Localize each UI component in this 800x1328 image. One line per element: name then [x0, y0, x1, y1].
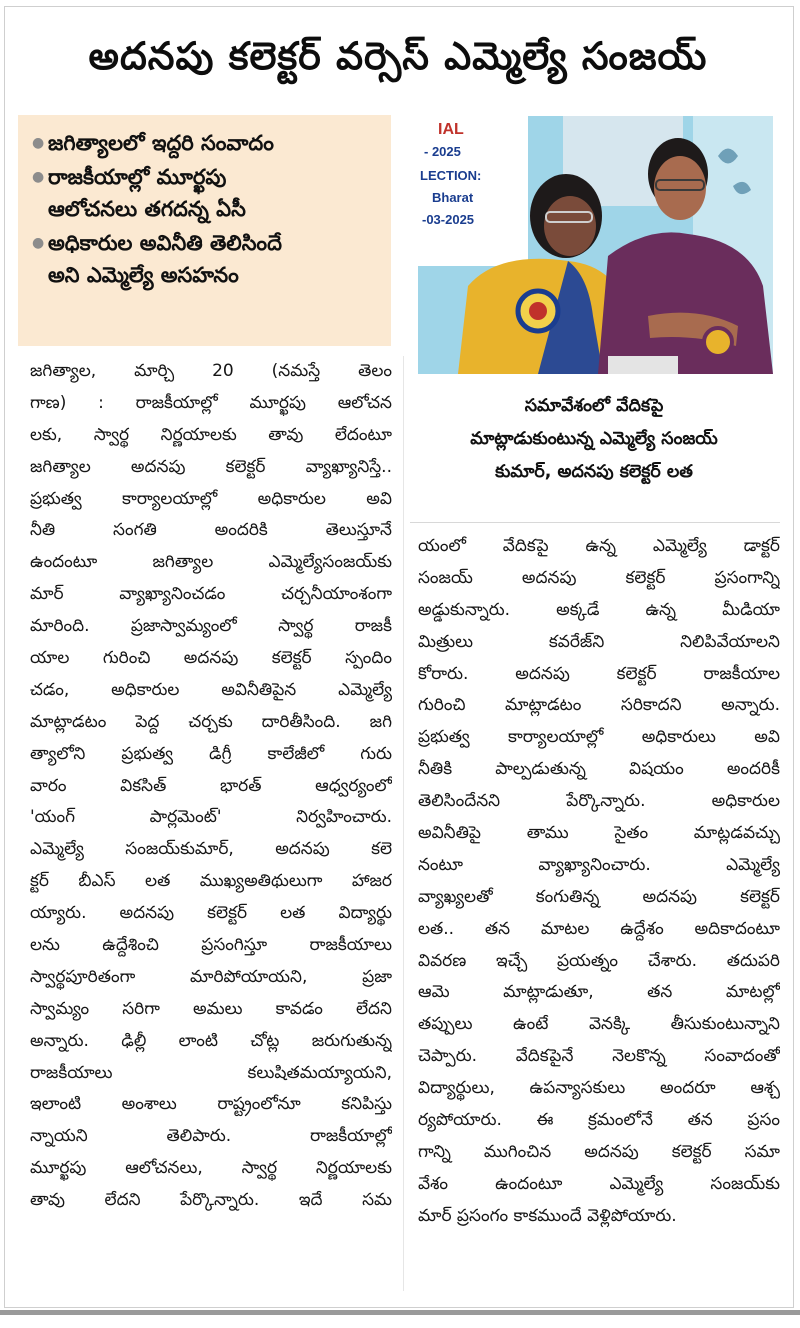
bullet-icon: ●	[32, 169, 45, 185]
article-line: లకు, స్వార్థ నిర్ణయాలకు తావు లేదంటూ	[30, 424, 392, 445]
article-line: వివరణ ఇచ్చే ప్రయత్నం చేశారు. తదుపరి	[418, 950, 780, 971]
article-line: వారం వికసిత్ భారత్ ఆధ్వర్యంలో	[30, 775, 392, 796]
article-line: జగిత్యాల, మార్చి 20 (నమస్తే తెలం	[30, 361, 392, 381]
highlights-box	[18, 115, 391, 346]
banner-text: Bharat	[432, 190, 474, 205]
article-line: అడ్డుకున్నారు. అక్కడే ఉన్న మీడియా	[418, 599, 780, 620]
article-line: ప్రభుత్వ కార్యాలయాల్లో అధికారుల అవి	[30, 488, 392, 509]
article-line: అవినీతిపై తాము సైతం మాట్లడవచ్చు	[418, 823, 780, 844]
article-line: గాణ) : రాజకీయాల్లో మూర్ఖపు ఆలోచన	[30, 392, 392, 413]
article-line: య్యారు. అదనపు కలెక్టర్ లత విద్యార్థు	[30, 903, 392, 924]
highlight-text: జగిత్యాలలో ఇద్దరి సంవాదం	[48, 131, 274, 155]
article-line: విద్యార్థులు, ఉపన్యాసకులు అందరూ ఆశ్చ	[418, 1078, 780, 1099]
photo-illustration	[418, 116, 773, 374]
bullet-icon: ●	[32, 135, 45, 151]
photo-caption	[408, 390, 780, 489]
article-line: తప్పులు ఉంటే వెనక్కి తీసుకుంటున్నాని	[418, 1014, 780, 1035]
article-line: చెప్పారు. వేదికపైనే నెలకొన్న సంవాదంతో	[418, 1046, 780, 1067]
caption-divider	[410, 522, 780, 523]
article-line: మూర్ఖపు ఆలోచనలు, స్వార్థ నిర్ణయాలకు	[30, 1158, 392, 1179]
article-line: ఉందంటూ జగిత్యాల ఎమ్మెల్యేసంజయ్‌కు	[30, 552, 392, 573]
highlight-text: అధికారుల అవినీతి తెలిసిందే అని ఎమ్మెల్యే అసహనం	[48, 231, 282, 287]
article-line: నీతికి పాల్పడుతున్న విషయం అందరికీ	[418, 759, 780, 780]
article-line: క్టర్ బీఎస్ లత ముఖ్యఅతిథులుగా హాజర	[30, 871, 392, 892]
article-line: నంటూ వ్యాఖ్యానించారు. ఎమ్మెల్యే	[418, 854, 780, 875]
article-line: నీతి సంగతి అందరికి తెలుస్తూనే	[30, 520, 392, 541]
article-line: యాల గురించి అదనపు కలెక్టర్ స్పందిం	[30, 648, 392, 669]
article-line: వ్యాఖ్యలతో కంగుతిన్న అదనపు కలెక్టర్	[418, 886, 780, 907]
article-line: త్యాలోని ప్రభుత్వ డిగ్రీ కాలేజీలో గురు	[30, 743, 392, 764]
caption-line: మాట్లాడుకుంటున్న ఎమ్మెల్యే సంజయ్	[470, 429, 718, 449]
highlight-item	[32, 161, 381, 225]
highlight-item	[32, 227, 381, 291]
article-line: మార్ ప్రసంగం కాకముందే వెళ్లిపోయారు.	[418, 1205, 677, 1226]
article-line: ర్యపోయారు. ఈ క్రమంలోనే తన ప్రసం	[418, 1110, 780, 1131]
caption-line: కుమార్, అదనపు కలెక్టర్ లత	[495, 462, 693, 482]
article-line: ఆమె మాట్లాడుతూ, తన మాటల్లో	[418, 982, 780, 1003]
article-line: కోరారు. అదనపు కలెక్టర్ రాజకీయాల	[418, 663, 780, 684]
column-divider	[403, 356, 404, 1291]
article-line: చడం, అధికారుల అవినీతిపైన ఎమ్మెల్యే	[30, 679, 392, 700]
highlight-item	[32, 127, 381, 159]
article-line: రాజకీయాలు కలుషితమయ్యాయని,	[30, 1062, 392, 1083]
article-line: స్వార్థపూరితంగా మారిపోయాయని, ప్రజా	[30, 966, 392, 987]
article-line: సంజయ్ అదనపు కలెక్టర్ ప్రసంగాన్ని	[418, 567, 780, 588]
article-line: జగిత్యాల అదనపు కలెక్టర్ వ్యాఖ్యానిస్తే..	[30, 456, 392, 477]
article-line: తావు లేదని పేర్కొన్నారు. ఇదే సమ	[30, 1190, 392, 1211]
article-left-column	[30, 356, 392, 1217]
article-line: గురించి మాట్లాడటం సరికాదని అన్నారు.	[418, 695, 780, 716]
article-line: మారింది. ప్రజాస్వామ్యంలో స్వార్థ రాజకీ	[30, 616, 392, 637]
headline: అదనపు కలెక్టర్ వర్సెస్ ఎమ్మెల్యే సంజయ్	[88, 34, 708, 78]
article-line: తెలిసిందేనని పేర్కొన్నారు. అధికారుల	[418, 791, 780, 812]
article-line: ఎమ్మెల్యే సంజయ్‌కుమార్, అదనపు కలె	[30, 839, 392, 860]
news-photo	[418, 116, 773, 374]
article-line: 'యంగ్ పార్లమెంట్' నిర్వహించారు.	[30, 807, 392, 828]
article-line: వేశం ఉందంటూ ఎమ్మెల్యే సంజయ్‌కు	[418, 1173, 780, 1194]
article-line: మిత్రులు కవరేజ్‌ని నిలిపివేయాలని	[418, 631, 780, 652]
article-line: యంలో వేదికపై ఉన్న ఎమ్మెల్యే డాక్టర్	[418, 536, 780, 556]
highlight-text: రాజకీయాల్లో మూర్ఖపు ఆలోచనలు తగదన్న ఏసీ	[48, 165, 246, 221]
article-line: స్వామ్యం సరిగా అమలు కావడం లేదని	[30, 998, 392, 1019]
article-line: ఇలాంటి అంశాలు రాష్ట్రంలోనూ కనిపిస్తు	[30, 1094, 392, 1115]
article-line: గాన్ని ముగించిన అదనపు కలెక్టర్ సమా	[418, 1141, 780, 1162]
footer-bar	[0, 1310, 800, 1315]
article-line: మాట్లాడటం పెద్ద చర్చకు దారితీసింది. జగి	[30, 711, 392, 732]
banner-text: - 2025	[424, 144, 461, 159]
banner-text: LECTION:	[420, 168, 482, 183]
article-line: ప్రభుత్వ కార్యాలయాల్లో అధికారులు అవి	[418, 727, 780, 748]
article-right-column	[418, 531, 780, 1233]
bullet-icon: ●	[32, 235, 45, 251]
caption-line: సమావేశంలో వేదికపై	[524, 396, 664, 416]
article-line: మార్ వ్యాఖ్యానించడం చర్చనీయాంశంగా	[30, 584, 392, 605]
article-line: అన్నారు. ఢిల్లీ లాంటి చోట్ల జరుగుతున్న	[30, 1030, 392, 1051]
article-line: లత.. తన మాటల ఉద్దేశం అదికాదంటూ	[418, 918, 780, 939]
banner-text: IAL	[438, 121, 464, 138]
article-line: న్నాయని తెలిపారు. రాజకీయాల్లో	[30, 1126, 392, 1147]
banner-text: -03-2025	[422, 212, 475, 227]
article-line: లను ఉద్దేశించి ప్రసంగిస్తూ రాజకీయాలు	[30, 935, 392, 956]
